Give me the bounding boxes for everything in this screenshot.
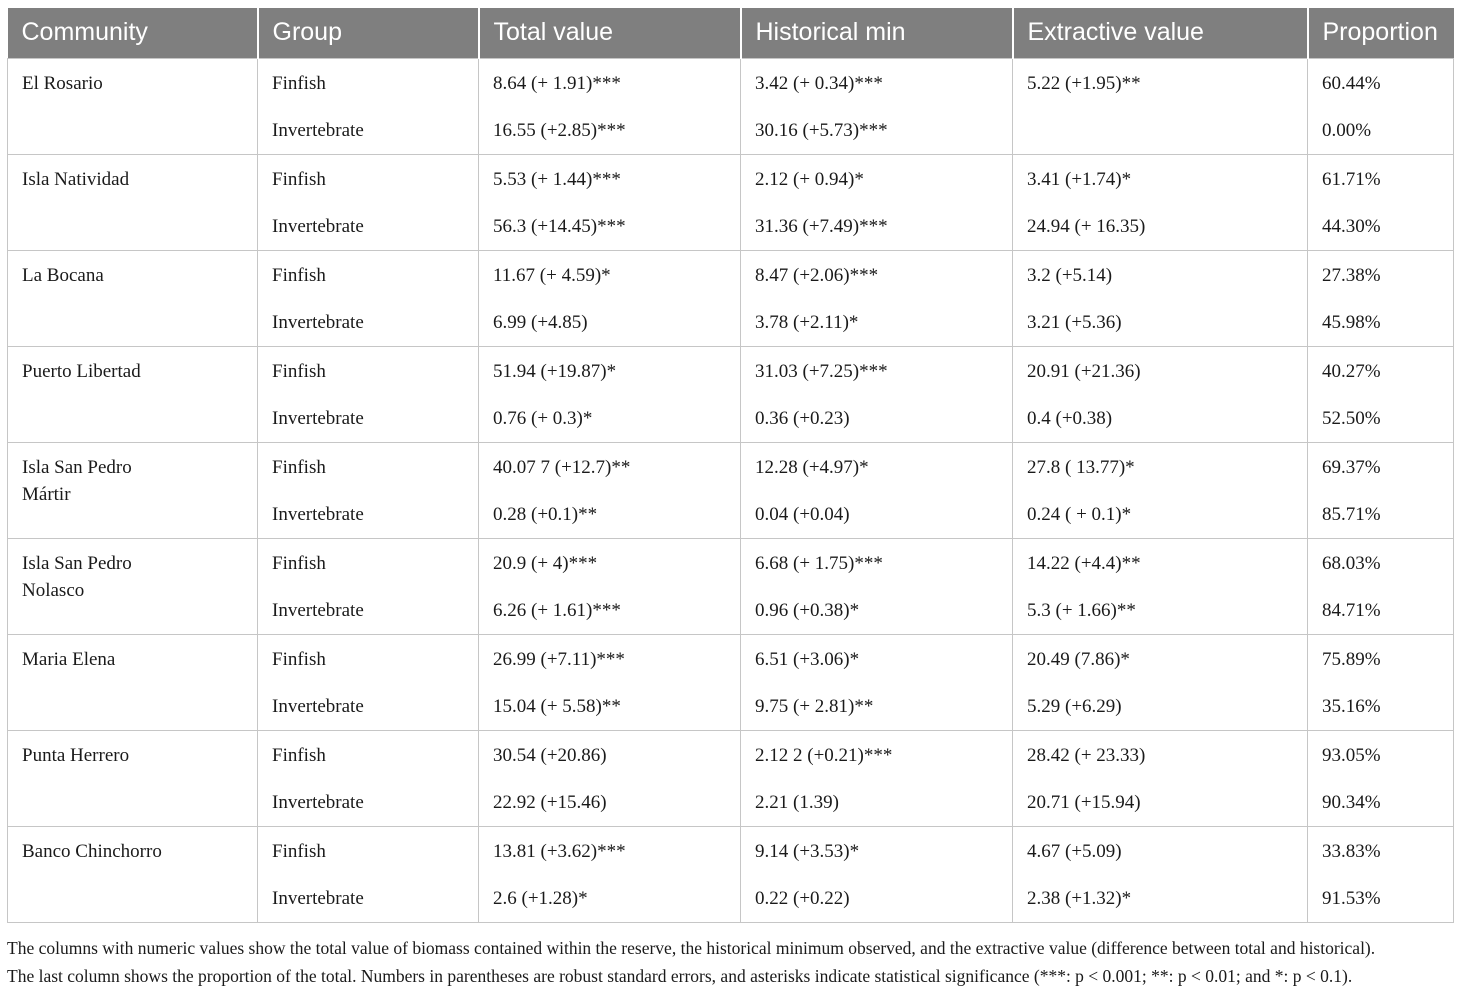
- group-cell-text: Finfish: [272, 168, 326, 190]
- extractive-value-cell: [1013, 442, 1308, 490]
- group-cell-text: Invertebrate: [272, 888, 364, 909]
- group-cell-text: Invertebrate: [272, 312, 364, 333]
- group-cell: [258, 154, 479, 202]
- footnote-line-1: The columns with numeric values show the total value of biomass contained within the reserve, the historical minimum observed, and the extractive value (difference between total and historical).: [7, 938, 1376, 958]
- proportion-cell: [1308, 682, 1454, 730]
- total-value-cell-text: 20.9 (+ 4)***: [493, 552, 598, 574]
- historical-min-cell: [741, 394, 1013, 442]
- group-cell-text: Invertebrate: [272, 408, 364, 429]
- extractive-value-cell: [1013, 874, 1308, 922]
- total-value-cell-text: 13.81 (+3.62)***: [493, 840, 626, 862]
- community-cell: [8, 346, 258, 442]
- total-value-cell-text: 0.28 (+0.1)**: [493, 504, 598, 525]
- extractive-value-cell-text: 5.29 (+6.29): [1027, 696, 1122, 717]
- header-group: Group: [258, 8, 479, 58]
- historical-min-cell: [741, 154, 1013, 202]
- total-value-cell: [479, 250, 741, 298]
- proportion-cell-text: 45.98%: [1322, 312, 1381, 333]
- total-value-cell-text: 40.07 7 (+12.7)**: [493, 456, 631, 478]
- table-row: [8, 250, 1454, 298]
- community-name: Isla Natividad: [22, 168, 130, 190]
- community-name: Puerto Libertad: [22, 360, 141, 382]
- proportion-cell-text: 27.38%: [1322, 264, 1381, 286]
- historical-min-cell: [741, 202, 1013, 250]
- proportion-cell: [1308, 826, 1454, 874]
- historical-min-cell-text: 9.75 (+ 2.81)**: [755, 696, 874, 717]
- total-value-cell: [479, 154, 741, 202]
- header-row: [8, 8, 1454, 58]
- historical-min-cell-text: 6.51 (+3.06)*: [755, 648, 860, 670]
- total-value-cell: [479, 442, 741, 490]
- header-community: Community: [8, 8, 258, 58]
- historical-min-cell-text: 12.28 (+4.97)*: [755, 456, 869, 478]
- total-value-cell: [479, 346, 741, 394]
- extractive-value-cell-text: 27.8 ( 13.77)*: [1027, 456, 1135, 478]
- extractive-value-cell-text: 20.71 (+15.94): [1027, 792, 1141, 813]
- group-cell-text: Invertebrate: [272, 216, 364, 237]
- group-cell-text: Finfish: [272, 744, 326, 766]
- historical-min-cell-text: 0.36 (+0.23): [755, 408, 850, 429]
- table-row: [8, 826, 1454, 874]
- community-name: Punta Herrero: [22, 744, 130, 766]
- proportion-cell: [1308, 538, 1454, 586]
- table-row: [8, 634, 1454, 682]
- total-value-cell: [479, 778, 741, 826]
- proportion-cell-text: 40.27%: [1322, 360, 1381, 382]
- proportion-cell-text: 91.53%: [1322, 888, 1381, 909]
- extractive-value-cell-text: 14.22 (+4.4)**: [1027, 552, 1141, 574]
- proportion-cell: [1308, 874, 1454, 922]
- proportion-cell-text: 61.71%: [1322, 168, 1381, 190]
- historical-min-cell: [741, 106, 1013, 154]
- total-value-cell: [479, 394, 741, 442]
- historical-min-cell-text: 0.04 (+0.04): [755, 504, 850, 525]
- proportion-cell-text: 0.00%: [1322, 120, 1372, 141]
- extractive-value-cell-text: 24.94 (+ 16.35): [1027, 216, 1146, 237]
- historical-min-cell-text: 9.14 (+3.53)*: [755, 840, 860, 862]
- proportion-cell: [1308, 346, 1454, 394]
- proportion-cell-text: 75.89%: [1322, 648, 1381, 670]
- extractive-value-cell-text: 3.21 (+5.36): [1027, 312, 1122, 333]
- group-cell: [258, 346, 479, 394]
- group-cell: [258, 586, 479, 634]
- total-value-cell-text: 6.26 (+ 1.61)***: [493, 600, 621, 621]
- proportion-cell: [1308, 250, 1454, 298]
- community-cell: [8, 154, 258, 250]
- extractive-value-cell: [1013, 682, 1308, 730]
- community-cell: [8, 442, 258, 538]
- extractive-value-cell-text: 0.4 (+0.38): [1027, 408, 1113, 429]
- proportion-cell: [1308, 202, 1454, 250]
- extractive-value-cell-text: 5.3 (+ 1.66)**: [1027, 600, 1136, 621]
- total-value-cell-text: 2.6 (+1.28)*: [493, 888, 588, 909]
- total-value-cell-text: 30.54 (+20.86): [493, 744, 607, 766]
- group-cell-text: Invertebrate: [272, 696, 364, 717]
- total-value-cell-text: 51.94 (+19.87)*: [493, 360, 617, 382]
- historical-min-cell: [741, 58, 1013, 106]
- historical-min-cell-text: 31.03 (+7.25)***: [755, 360, 888, 382]
- historical-min-cell-text: 31.36 (+7.49)***: [755, 216, 888, 237]
- header-historical-min: Historical min: [741, 8, 1013, 58]
- group-cell: [258, 730, 479, 778]
- total-value-cell-text: 26.99 (+7.11)***: [493, 648, 625, 670]
- group-cell: [258, 634, 479, 682]
- group-cell-text: Invertebrate: [272, 792, 364, 813]
- historical-min-cell-text: 0.96 (+0.38)*: [755, 600, 860, 621]
- historical-min-cell-text: 0.22 (+0.22): [755, 888, 850, 909]
- extractive-value-cell-text: 3.41 (+1.74)*: [1027, 168, 1132, 190]
- extractive-value-cell: [1013, 106, 1308, 154]
- community-cell: [8, 826, 258, 922]
- extractive-value-cell-text: 5.22 (+1.95)**: [1027, 72, 1141, 94]
- proportion-cell: [1308, 58, 1454, 106]
- community-name: Banco Chinchorro: [22, 840, 162, 862]
- community-cell: [8, 730, 258, 826]
- header-extractive-value: Extractive value: [1013, 8, 1308, 58]
- total-value-cell: [479, 826, 741, 874]
- total-value-cell: [479, 682, 741, 730]
- proportion-cell-text: 52.50%: [1322, 408, 1381, 429]
- community-name: Maria Elena: [22, 648, 116, 670]
- group-cell-text: Finfish: [272, 360, 326, 382]
- proportion-cell-text: 35.16%: [1322, 696, 1381, 717]
- community-cell: [8, 538, 258, 634]
- proportion-cell: [1308, 394, 1454, 442]
- results-table: [7, 8, 1454, 923]
- community-name: Isla San Pedro Nolasco: [22, 552, 132, 601]
- group-cell-text: Invertebrate: [272, 120, 364, 141]
- historical-min-cell: [741, 682, 1013, 730]
- group-cell: [258, 778, 479, 826]
- proportion-cell-text: 93.05%: [1322, 744, 1381, 766]
- proportion-cell-text: 33.83%: [1322, 840, 1381, 862]
- historical-min-cell-text: 2.12 2 (+0.21)***: [755, 744, 893, 766]
- historical-min-cell: [741, 634, 1013, 682]
- total-value-cell-text: 5.53 (+ 1.44)***: [493, 168, 621, 190]
- header-total-value: Total value: [479, 8, 741, 58]
- extractive-value-cell: [1013, 634, 1308, 682]
- proportion-cell: [1308, 634, 1454, 682]
- proportion-cell-text: 69.37%: [1322, 456, 1381, 478]
- proportion-cell: [1308, 586, 1454, 634]
- group-cell: [258, 58, 479, 106]
- extractive-value-cell: [1013, 538, 1308, 586]
- proportion-cell: [1308, 298, 1454, 346]
- group-cell-text: Finfish: [272, 72, 326, 94]
- total-value-cell: [479, 106, 741, 154]
- total-value-cell: [479, 538, 741, 586]
- historical-min-cell: [741, 538, 1013, 586]
- historical-min-cell-text: 8.47 (+2.06)***: [755, 264, 879, 286]
- proportion-cell-text: 84.71%: [1322, 600, 1381, 621]
- extractive-value-cell-text: 3.2 (+5.14): [1027, 264, 1113, 286]
- group-cell-text: Invertebrate: [272, 504, 364, 525]
- extractive-value-cell: [1013, 730, 1308, 778]
- extractive-value-cell: [1013, 490, 1308, 538]
- extractive-value-cell: [1013, 58, 1308, 106]
- group-cell-text: Finfish: [272, 264, 326, 286]
- historical-min-cell: [741, 874, 1013, 922]
- total-value-cell: [479, 202, 741, 250]
- extractive-value-cell: [1013, 826, 1308, 874]
- historical-min-cell: [741, 346, 1013, 394]
- extractive-value-cell: [1013, 346, 1308, 394]
- historical-min-cell: [741, 298, 1013, 346]
- proportion-cell: [1308, 106, 1454, 154]
- group-cell: [258, 490, 479, 538]
- group-cell-text: Finfish: [272, 840, 326, 862]
- table-footnote: [7, 934, 1457, 990]
- extractive-value-cell-text: 20.91 (+21.36): [1027, 360, 1141, 382]
- table-body: [8, 58, 1454, 922]
- group-cell: [258, 538, 479, 586]
- historical-min-cell-text: 6.68 (+ 1.75)***: [755, 552, 883, 574]
- extractive-value-cell: [1013, 154, 1308, 202]
- total-value-cell-text: 11.67 (+ 4.59)*: [493, 264, 611, 286]
- community-cell: [8, 634, 258, 730]
- proportion-cell: [1308, 154, 1454, 202]
- table-row: [8, 538, 1454, 586]
- extractive-value-cell: [1013, 298, 1308, 346]
- table-row: [8, 442, 1454, 490]
- group-cell: [258, 442, 479, 490]
- proportion-cell-text: 44.30%: [1322, 216, 1381, 237]
- historical-min-cell: [741, 250, 1013, 298]
- proportion-cell-text: 68.03%: [1322, 552, 1381, 574]
- total-value-cell: [479, 874, 741, 922]
- total-value-cell-text: 8.64 (+ 1.91)***: [493, 72, 621, 94]
- extractive-value-cell-text: 28.42 (+ 23.33): [1027, 744, 1146, 766]
- extractive-value-cell: [1013, 250, 1308, 298]
- extractive-value-cell: [1013, 394, 1308, 442]
- extractive-value-cell: [1013, 778, 1308, 826]
- extractive-value-cell-text: 4.67 (+5.09): [1027, 840, 1122, 862]
- group-cell: [258, 826, 479, 874]
- group-cell: [258, 682, 479, 730]
- community-cell: [8, 250, 258, 346]
- extractive-value-cell-text: 2.38 (+1.32)*: [1027, 888, 1132, 909]
- table-row: [8, 154, 1454, 202]
- footnote-line-2: The last column shows the proportion of the total. Numbers in parentheses are robust standard errors, and asterisks indicate statistical significance (***: p < 0.001; **: p < 0.01; and *: p < 0.1).: [7, 966, 1353, 986]
- total-value-cell: [479, 634, 741, 682]
- group-cell: [258, 106, 479, 154]
- group-cell: [258, 298, 479, 346]
- group-cell: [258, 250, 479, 298]
- historical-min-cell: [741, 442, 1013, 490]
- community-cell: [8, 58, 258, 154]
- historical-min-cell-text: 3.42 (+ 0.34)***: [755, 72, 883, 94]
- table-row: [8, 58, 1454, 106]
- proportion-cell-text: 90.34%: [1322, 792, 1381, 813]
- extractive-value-cell-text: 20.49 (7.86)*: [1027, 648, 1130, 670]
- total-value-cell: [479, 298, 741, 346]
- group-cell: [258, 874, 479, 922]
- proportion-cell: [1308, 778, 1454, 826]
- total-value-cell-text: 6.99 (+4.85): [493, 312, 588, 333]
- group-cell-text: Finfish: [272, 552, 326, 574]
- header-proportion: Proportion: [1308, 8, 1454, 58]
- community-name: El Rosario: [22, 72, 103, 94]
- historical-min-cell-text: 2.12 (+ 0.94)*: [755, 168, 864, 190]
- historical-min-cell: [741, 730, 1013, 778]
- total-value-cell-text: 22.92 (+15.46): [493, 792, 607, 813]
- extractive-value-cell-text: [1027, 106, 1307, 117]
- community-name: Isla San Pedro Mártir: [22, 456, 132, 505]
- table-row: [8, 730, 1454, 778]
- group-cell-text: Invertebrate: [272, 600, 364, 621]
- total-value-cell: [479, 490, 741, 538]
- group-cell: [258, 202, 479, 250]
- historical-min-cell: [741, 826, 1013, 874]
- total-value-cell: [479, 730, 741, 778]
- historical-min-cell: [741, 490, 1013, 538]
- total-value-cell-text: 0.76 (+ 0.3)*: [493, 408, 593, 429]
- proportion-cell-text: 60.44%: [1322, 72, 1381, 94]
- proportion-cell: [1308, 490, 1454, 538]
- total-value-cell-text: 56.3 (+14.45)***: [493, 216, 626, 237]
- extractive-value-cell: [1013, 586, 1308, 634]
- extractive-value-cell-text: 0.24 ( + 0.1)*: [1027, 504, 1132, 525]
- total-value-cell: [479, 58, 741, 106]
- proportion-cell-text: 85.71%: [1322, 504, 1381, 525]
- proportion-cell: [1308, 730, 1454, 778]
- group-cell: [258, 394, 479, 442]
- group-cell-text: Finfish: [272, 456, 326, 478]
- total-value-cell-text: 16.55 (+2.85)***: [493, 120, 626, 141]
- community-name: La Bocana: [22, 264, 104, 286]
- total-value-cell-text: 15.04 (+ 5.58)**: [493, 696, 621, 717]
- total-value-cell: [479, 586, 741, 634]
- table-row: [8, 346, 1454, 394]
- group-cell-text: Finfish: [272, 648, 326, 670]
- historical-min-cell-text: 30.16 (+5.73)***: [755, 120, 888, 141]
- historical-min-cell: [741, 586, 1013, 634]
- historical-min-cell-text: 3.78 (+2.11)*: [755, 312, 859, 333]
- historical-min-cell-text: 2.21 (1.39): [755, 792, 839, 813]
- historical-min-cell: [741, 778, 1013, 826]
- extractive-value-cell: [1013, 202, 1308, 250]
- proportion-cell: [1308, 442, 1454, 490]
